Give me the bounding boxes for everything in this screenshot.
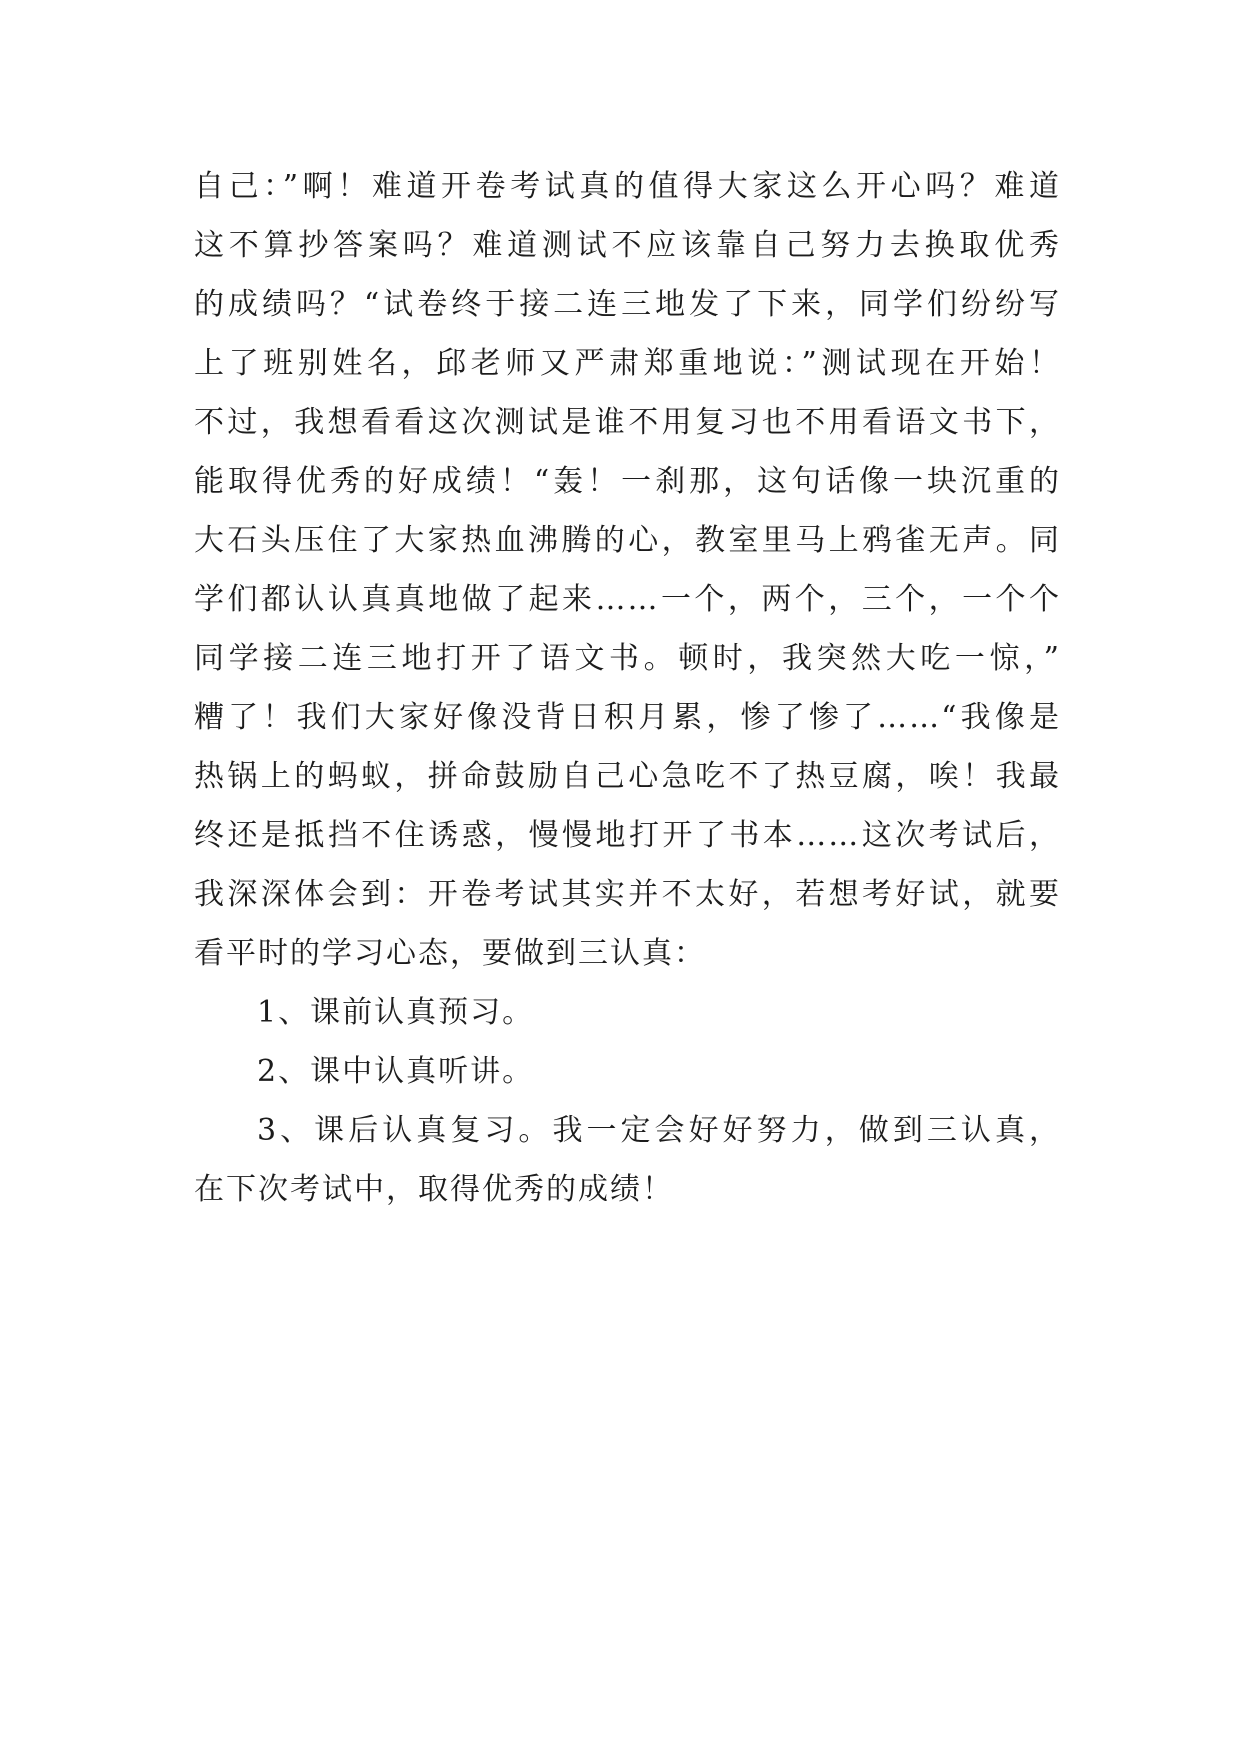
text-line: 3、课后认真复习。我一定会好好努力，做到三认真， [257, 1113, 1061, 1148]
text-line: 的成绩吗？“试卷终于接二连三地发了下来，同学们纷纷写 [194, 287, 1061, 322]
text-line: 在下次考试中，取得优秀的成绩！ [194, 1172, 674, 1207]
text-line: 同学接二连三地打开了语文书。顿时，我突然大吃一惊，” [194, 641, 1061, 676]
text-line: 上了班别姓名，邱老师又严肃郑重地说：”测试现在开始！ [194, 346, 1061, 381]
text-line: 2、课中认真听讲。 [257, 1054, 535, 1089]
text-line: 大石头压住了大家热血沸腾的心，教室里马上鸦雀无声。同 [194, 523, 1061, 558]
text-line: 学们都认认真真地做了起来……一个，两个，三个，一个个 [194, 582, 1061, 617]
text-line: 看平时的学习心态，要做到三认真： [194, 936, 706, 971]
list-item-review [194, 1101, 1061, 1219]
text-line: 热锅上的蚂蚁，拼命鼓励自己心急吃不了热豆腐，唉！我最 [194, 759, 1061, 794]
list-item-listen [194, 1042, 1061, 1101]
text-line: 不过，我想看看这次测试是谁不用复习也不用看语文书下， [194, 405, 1061, 440]
text-line: 这不算抄答案吗？难道测试不应该靠自己努力去换取优秀 [194, 228, 1061, 263]
text-line: 终还是抵挡不住诱惑，慢慢地打开了书本……这次考试后， [194, 818, 1061, 853]
paragraph-story [194, 157, 1061, 983]
document-body [194, 157, 1061, 1219]
text-line: 1、课前认真预习。 [257, 995, 535, 1030]
text-line: 自己：”啊！难道开卷考试真的值得大家这么开心吗？难道 [194, 169, 1061, 204]
text-line: 我深深体会到：开卷考试其实并不太好，若想考好试，就要 [194, 877, 1061, 912]
list-item-preview [194, 983, 1061, 1042]
text-line: 能取得优秀的好成绩！“轰！一刹那，这句话像一块沉重的 [194, 464, 1061, 499]
text-line: 糟了！我们大家好像没背日积月累，惨了惨了……“我像是 [194, 700, 1061, 735]
